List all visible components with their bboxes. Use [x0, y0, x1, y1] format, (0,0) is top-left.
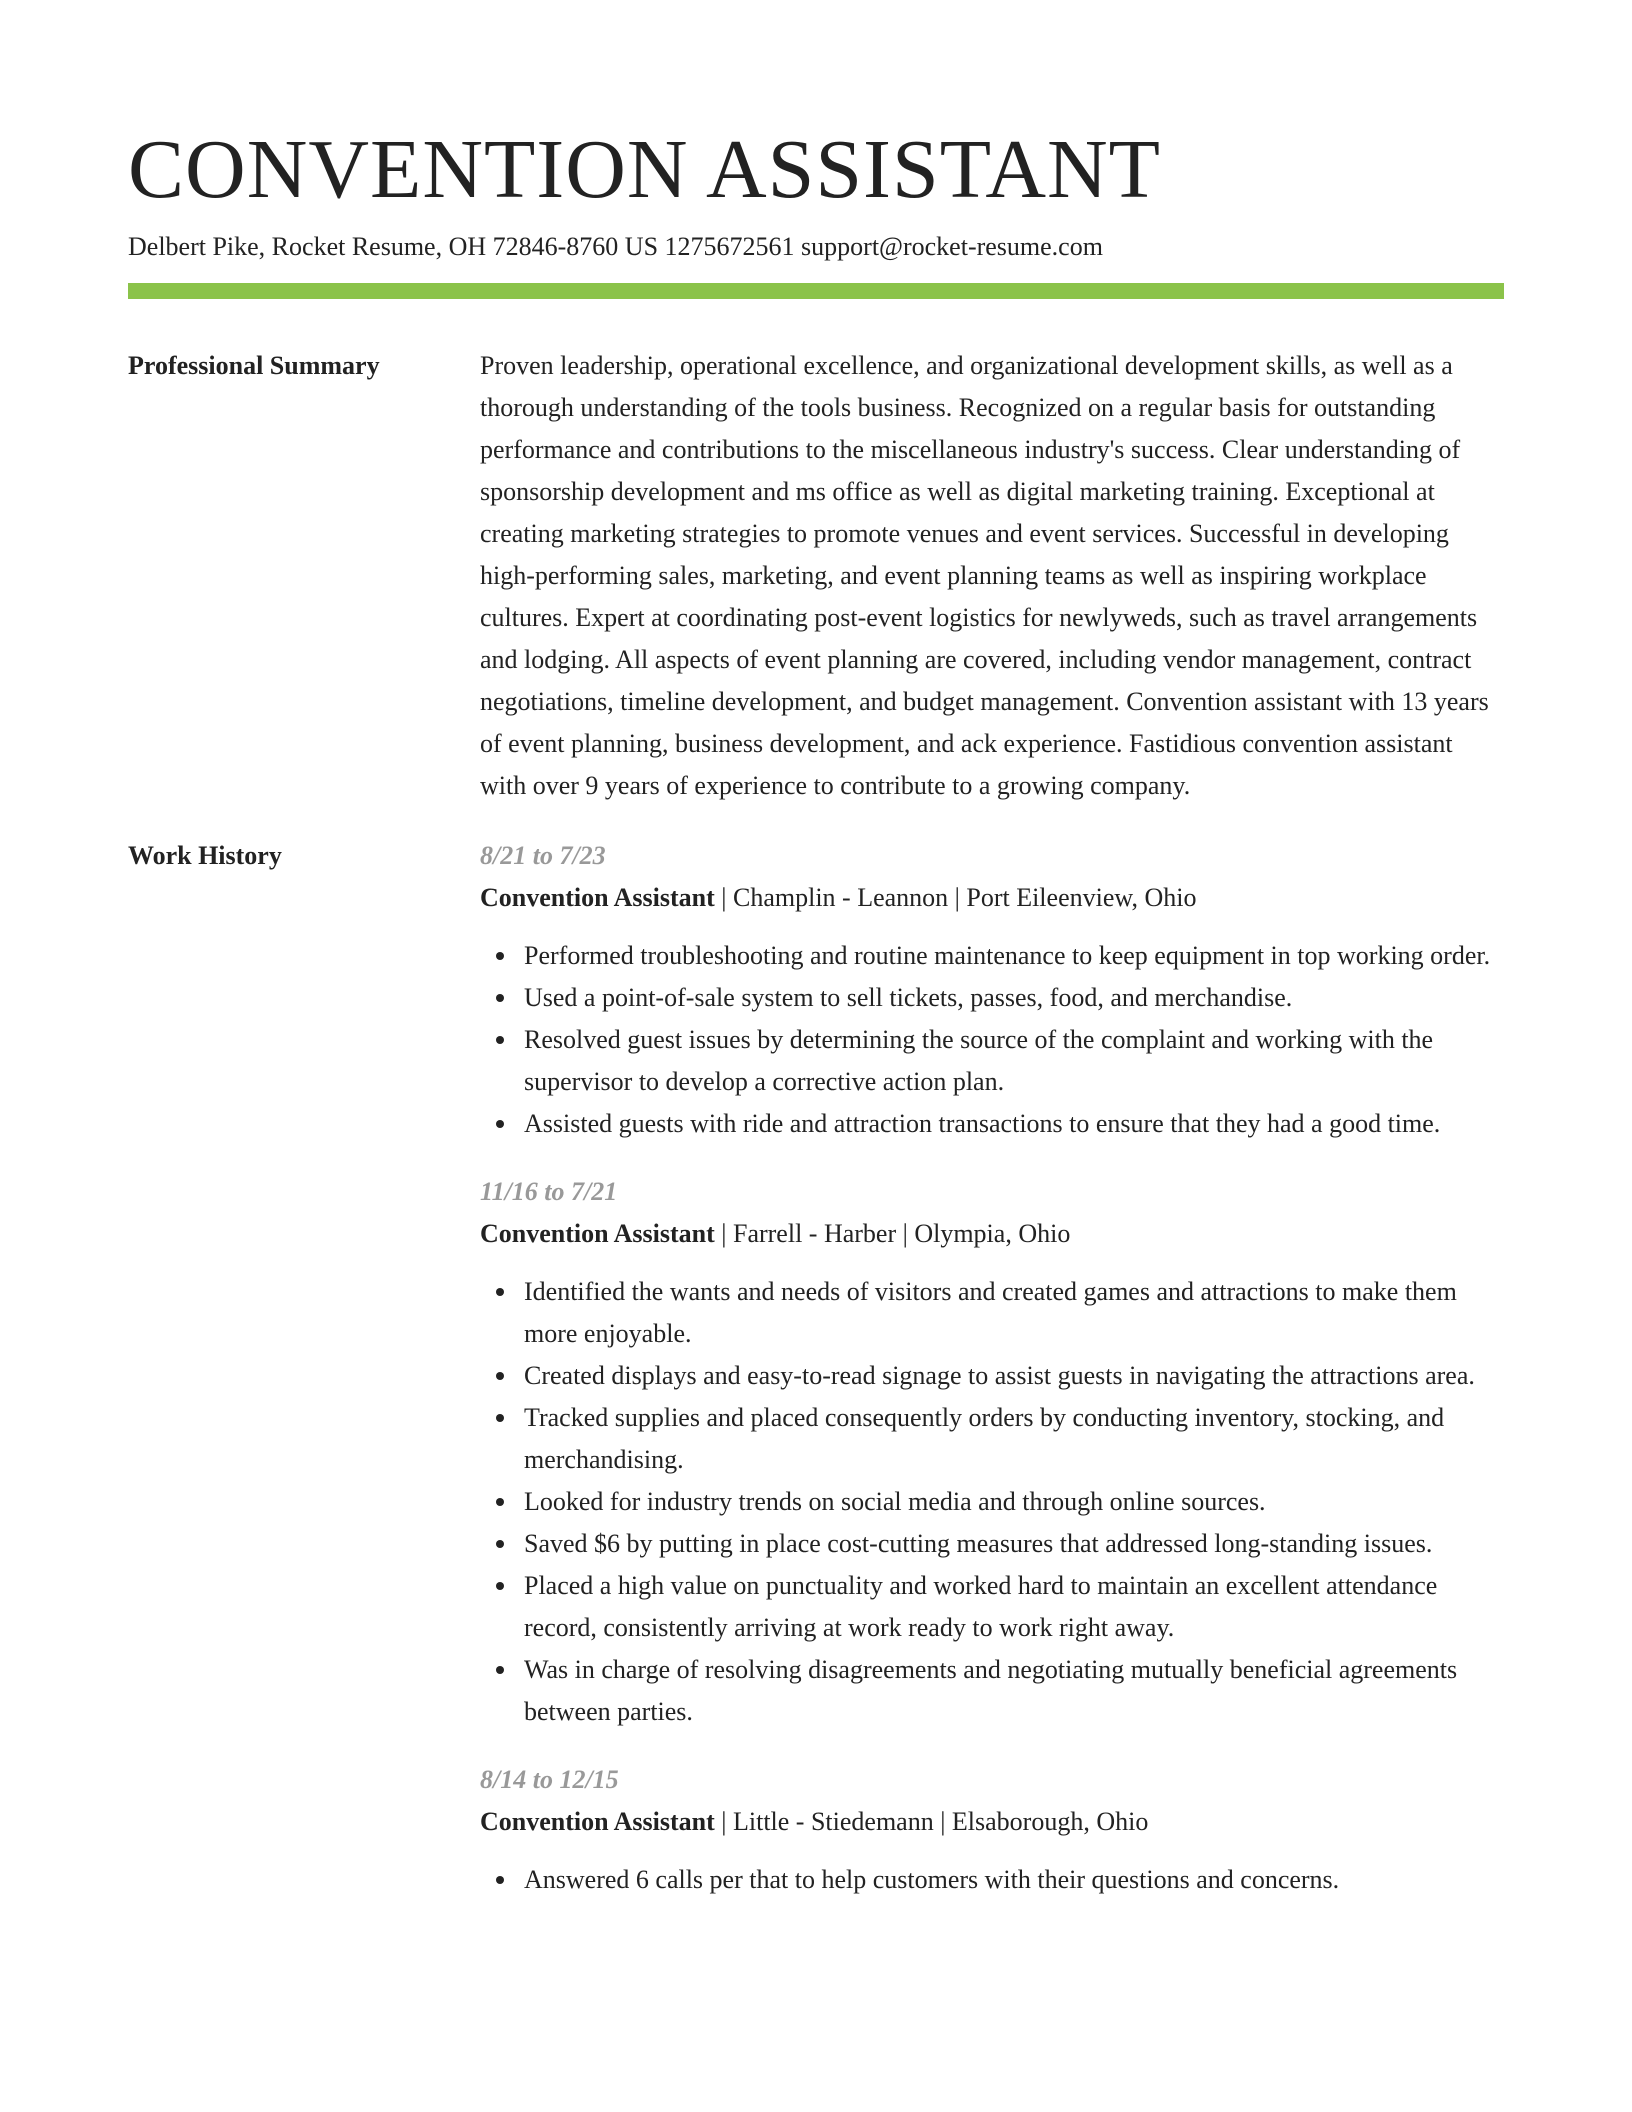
- resume-page: [128, 0, 1504, 1927]
- job-bullet: [480, 1397, 1504, 1481]
- accent-divider: [128, 283, 1504, 299]
- job-bullet-text: Used a point-of-sale system to sell tickets, passes, food, and merchandise.: [524, 983, 1293, 1012]
- job-bullet: [480, 1271, 1504, 1355]
- bullet-dot-icon: [496, 1120, 504, 1128]
- job-dates: 8/14 to 12/15: [480, 1765, 619, 1794]
- job-role: Convention Assistant: [480, 1807, 715, 1836]
- contact-line: Delbert Pike, Rocket Resume, OH 72846-8760 US 1275672561 support@rocket-resume.com: [128, 232, 1103, 261]
- job-bullet-list: [480, 1271, 1504, 1733]
- job-bullet: [480, 935, 1504, 977]
- bullet-dot-icon: [496, 1036, 504, 1044]
- bullet-dot-icon: [496, 1582, 504, 1590]
- job-bullet: [480, 977, 1504, 1019]
- job-bullet: [480, 1523, 1504, 1565]
- job-bullet: [480, 1355, 1504, 1397]
- bullet-dot-icon: [496, 1288, 504, 1296]
- job-bullet-text: Was in charge of resolving disagreements and negotiating mutually beneficial agreements between parties.: [524, 1655, 1458, 1726]
- bullet-dot-icon: [496, 1372, 504, 1380]
- bullet-dot-icon: [496, 952, 504, 960]
- job-bullet-text: Placed a high value on punctuality and worked hard to maintain an excellent attendance record, consistently arriving at work ready to work right away.: [524, 1571, 1438, 1642]
- job-title-line: [480, 877, 1504, 919]
- bullet-dot-icon: [496, 1540, 504, 1548]
- job-title-line: [480, 1801, 1504, 1843]
- job-role: Convention Assistant: [480, 883, 715, 912]
- job-company-location: | Farrell - Harber | Olympia, Ohio: [714, 1219, 1071, 1248]
- job-title-line: [480, 1213, 1504, 1255]
- job-entry: [480, 1171, 1504, 1733]
- job-dates: 11/16 to 7/21: [480, 1177, 618, 1206]
- job-bullet-text: Answered 6 calls per that to help customers with their questions and concerns.: [524, 1865, 1340, 1894]
- job-bullet-text: Identified the wants and needs of visitors and created games and attractions to make them more enjoyable.: [524, 1277, 1457, 1348]
- job-bullet-list: [480, 1859, 1504, 1901]
- job-bullet-list: [480, 935, 1504, 1145]
- bullet-dot-icon: [496, 1498, 504, 1506]
- job-bullet-text: Resolved guest issues by determining the source of the complaint and working with the supervisor to develop a corrective action plan.: [524, 1025, 1434, 1096]
- job-bullet: [480, 1565, 1504, 1649]
- job-entry: [480, 835, 1504, 1145]
- job-bullet-text: Saved $6 by putting in place cost-cutting measures that addressed long-standing issues.: [524, 1529, 1433, 1558]
- job-bullet-text: Assisted guests with ride and attraction transactions to ensure that they had a good time.: [524, 1109, 1441, 1138]
- bullet-dot-icon: [496, 1414, 504, 1422]
- job-dates: 8/21 to 7/23: [480, 841, 606, 870]
- bullet-dot-icon: [496, 1666, 504, 1674]
- job-bullet: [480, 1103, 1504, 1145]
- bullet-dot-icon: [496, 1876, 504, 1884]
- job-company-location: | Little - Stiedemann | Elsaborough, Ohio: [714, 1807, 1149, 1836]
- work-history-list: [480, 835, 1504, 1927]
- bullet-dot-icon: [496, 994, 504, 1002]
- job-bullet: [480, 1649, 1504, 1733]
- job-bullet-text: Tracked supplies and placed consequently orders by conducting inventory, stocking, and merchandising.: [524, 1403, 1445, 1474]
- job-bullet: [480, 1019, 1504, 1103]
- professional-summary-text: Proven leadership, operational excellence, and organizational development skills, as well as a thorough understanding of the tools business. Recognized on a regular basis for outstanding performance and contributions to the miscellaneous industry's success. Clear understanding of sponsorship development and ms office as well as digital marketing training. Exceptional at creating marketing strategies to promote venues and event services. Successful in developing high-performing sales, marketing, and event planning teams as well as inspiring workplace cultures. Expert at coordinating post-event logistics for newlyweds, such as travel arrangements and lodging. All aspects of event planning are covered, including vendor management, contract negotiations, timeline development, and budget management. Convention assistant with 13 years of event planning, business development, and ack experience. Fastidious convention assistant with over 9 years of experience to contribute to a growing company.: [480, 351, 1489, 800]
- professional-summary-heading: Professional Summary: [128, 351, 380, 380]
- job-company-location: | Champlin - Leannon | Port Eileenview, Ohio: [714, 883, 1197, 912]
- job-bullet: [480, 1481, 1504, 1523]
- job-entry: [480, 1759, 1504, 1901]
- professional-summary-section: [128, 345, 1504, 807]
- job-bullet: [480, 1859, 1504, 1901]
- job-bullet-text: Created displays and easy-to-read signage to assist guests in navigating the attractions area.: [524, 1361, 1475, 1390]
- work-history-heading: Work History: [128, 841, 282, 870]
- job-bullet-text: Looked for industry trends on social media and through online sources.: [524, 1487, 1266, 1516]
- job-bullet-text: Performed troubleshooting and routine maintenance to keep equipment in top working order.: [524, 941, 1491, 970]
- job-role: Convention Assistant: [480, 1219, 715, 1248]
- work-history-section: [128, 835, 1504, 1927]
- resume-title: CONVENTION ASSISTANT: [128, 123, 1161, 216]
